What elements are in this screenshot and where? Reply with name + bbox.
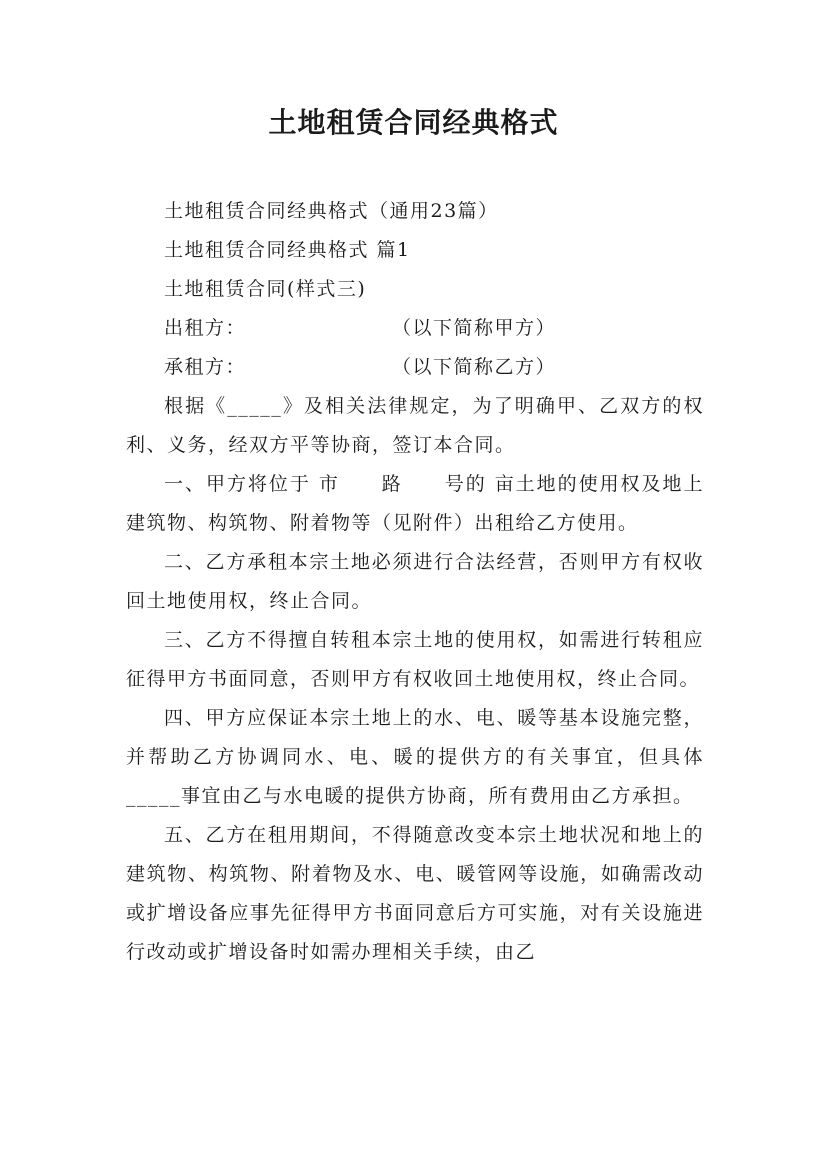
clause-4: 四、甲方应保证本宗土地上的水、电、暖等基本设施完整，并帮助乙方协调同水、电、暖的提供方的有关事宜，但具体_____事宜由乙与水电暖的提供方协商，所有费用由乙方承担。 bbox=[126, 707, 704, 807]
document-body bbox=[126, 192, 704, 972]
intro-line: 土地租赁合同经典格式（通用23篇） bbox=[164, 200, 499, 222]
document-title: 土地租赁合同经典格式 bbox=[268, 106, 559, 139]
lessor-row bbox=[126, 309, 704, 348]
clause-2: 二、乙方承租本宗土地必须进行合法经营，否则甲方有权收回土地使用权，终止合同。 bbox=[126, 551, 704, 612]
lessor-label: 出租方： bbox=[164, 317, 247, 339]
lessee-label: 承租方： bbox=[164, 356, 247, 378]
article-heading: 土地租赁合同经典格式 篇1 bbox=[164, 239, 411, 261]
lessee-note: （以下简称乙方） bbox=[392, 356, 557, 378]
lessor-note: （以下简称甲方） bbox=[392, 317, 557, 339]
contract-name: 土地租赁合同(样式三) bbox=[164, 278, 367, 300]
basis-paragraph: 根据《_____》及相关法律规定，为了明确甲、乙双方的权利、义务，经双方平等协商，签订本合同。 bbox=[126, 395, 704, 456]
clause-3: 三、乙方不得擅自转租本宗土地的使用权，如需进行转租应征得甲方书面同意，否则甲方有权收回土地使用权，终止合同。 bbox=[126, 629, 704, 690]
lessee-row bbox=[126, 348, 704, 387]
clause-1: 一、甲方将位于 市 路 号的 亩土地的使用权及地上建筑物、构筑物、附着物等（见附件）出租给乙方使用。 bbox=[126, 473, 704, 534]
clause-5: 五、乙方在租用期间，不得随意改变本宗土地状况和地上的建筑物、构筑物、附着物及水、电、暖管网等设施，如确需改动或扩增设备应事先征得甲方书面同意后方可实施，对有关设施进行改动或扩增设备时如需办理相关手续，由乙 bbox=[126, 824, 704, 963]
